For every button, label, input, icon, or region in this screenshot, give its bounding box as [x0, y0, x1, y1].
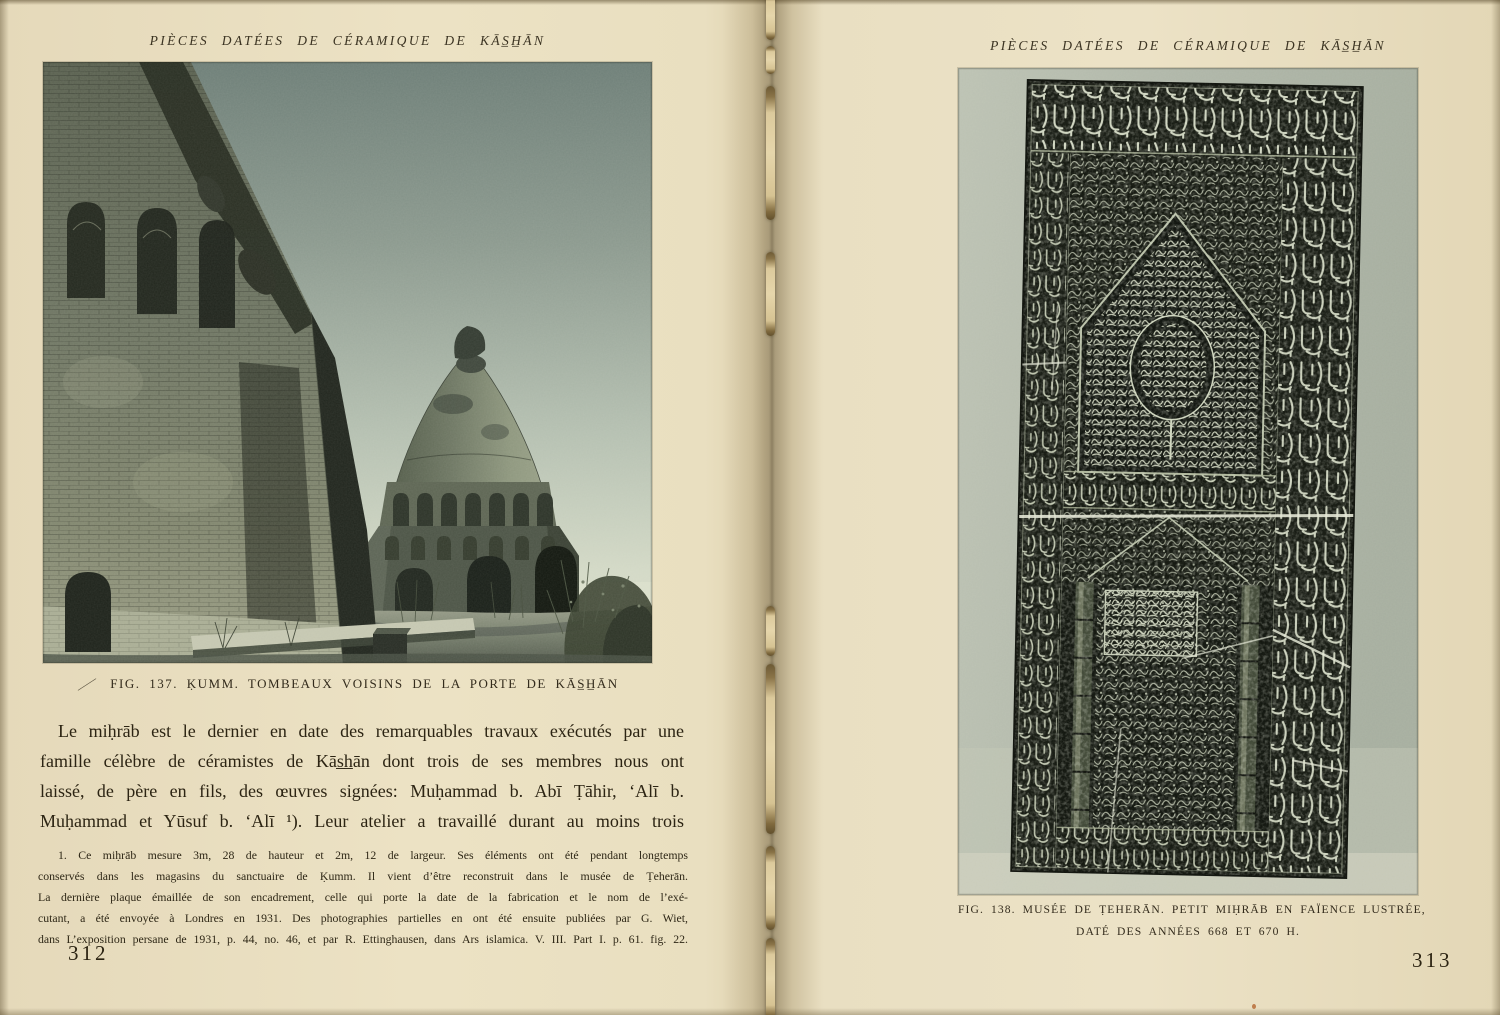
footnote-line: conservés dans les magasins du sanctuaire de Ḳumm. Il vient d’être reconstruit dans le musée de Ṭeherān. — [38, 869, 688, 883]
running-header-left: PIÈCES DATÉES DE CÉRAMIQUE DE KĀS̲H̲ĀN — [149, 33, 546, 48]
figure-137-caption: FIG. 137. ḲUMM. TOMBEAUX VOISINS DE LA PORTE DE KĀS̲H̲ĀN — [110, 676, 619, 691]
body-line: Le miḥrāb est le dernier en date des remarquables travaux exécutés par une — [58, 721, 684, 741]
footnote-line: dans L’exposition persane de 1931, p. 44, no. 46, et par R. Ettinghausen, dans Ars islamica. V. III. Part I. p. 61. fig. 22. — [38, 932, 688, 946]
mihrab-illustration — [958, 68, 1418, 895]
body-line: Muḥammad et Yūsuf b. ‘Alī ¹). Leur atelier a travaillé durant au moins trois — [40, 811, 684, 831]
body-line: laissé, de père en fils, des œuvres signées: Muḥammad b. Abī Ṭāhir, ‘Alī b. — [40, 781, 684, 801]
footnote-line: cutant, a été envoyée à Londres en 1931. Des photographies partielles en ont été ensuite publiées par G. Wiet, — [38, 911, 688, 925]
footnote-line: La dernière plaque émaillée de son encadrement, celle qui porte la date de la fabrication et le nom de l’exé- — [38, 890, 688, 904]
figure-138-caption-line1: FIG. 138. MUSÉE DE ṬEHERĀN. PETIT MIḤRĀB EN FAÏENCE LUSTRÉE, — [958, 903, 1426, 916]
running-header-right: PIÈCES DATÉES DE CÉRAMIQUE DE KĀS̲H̲ĀN — [990, 38, 1386, 53]
figure-138-photo — [958, 68, 1418, 895]
figure-138-caption — [958, 899, 1426, 943]
body-line: famille célèbre de céramistes de Kās̲h̲ān dont trois de ses membres nous ont — [40, 751, 684, 771]
page-number-left: 312 — [68, 941, 109, 965]
ink-stain — [1252, 1004, 1256, 1009]
figure-138-caption-line2: DATÉ DES ANNÉES 668 ET 670 H. — [1076, 925, 1300, 938]
footnote-line: 1. Ce miḥrāb mesure 3m, 28 de hauteur et 2m, 12 de largeur. Ses éléments ont été pendant longtemps — [58, 848, 688, 862]
page-number-right: 313 — [1412, 948, 1453, 972]
